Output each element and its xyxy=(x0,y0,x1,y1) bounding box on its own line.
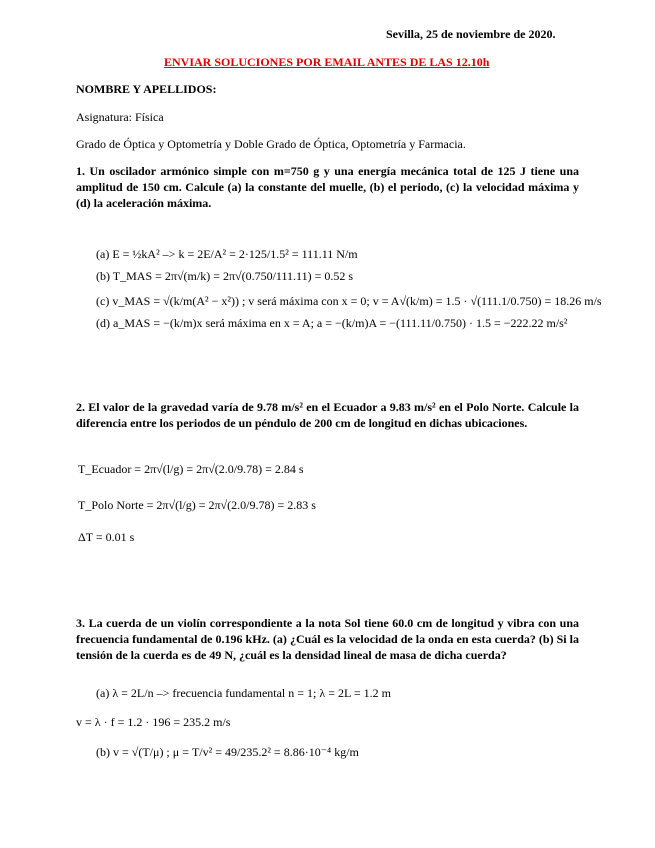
q1-answer-d: (d) a_MAS = −(k/m)x será máxima en x = A; a = −(k/m)A = −(111.11/0.750) · 1.5 = −222.22 m/s² xyxy=(96,316,568,330)
question-3-text: 3. La cuerda de un violín correspondiente a la nota Sol tiene 60.0 cm de longitud y vibra con una frecuencia fundamental de 0.196 kHz. (a) ¿Cuál es la velocidad de la onda en esta cuerda? (b) Si la tensión de la cuerda es de 49 N, ¿cuál es la densidad lineal de masa de dicha cuerda? xyxy=(76,616,579,662)
q1-answer-c: (c) v_MAS = √(k/m(A² − x²)) ; v será máxima con x = 0; v = A√(k/m) = 1.5 · √(111.1/0.750) = 18.26 m/s xyxy=(96,294,602,308)
q3-answer-a: (a) λ = 2L/n –> frecuencia fundamental n = 1; λ = 2L = 1.2 m xyxy=(96,686,391,700)
q2-period-polo-norte: T_Polo Norte = 2π√(l/g) = 2π√(2.0/9.78) = 2.83 s xyxy=(78,498,316,512)
q2-period-difference: ΔT = 0.01 s xyxy=(78,530,135,544)
q3-answer-b: (b) v = √(T/μ) ; μ = T/v² = 49/235.2² = 8.86·10⁻⁴ kg/m xyxy=(96,745,359,759)
subject-line: Asignatura: Física xyxy=(76,110,164,124)
q1-answer-b: (b) T_MAS = 2π√(m/k) = 2π√(0.750/111.11) = 0.52 s xyxy=(96,269,354,283)
q3-wave-speed: v = λ · f = 1.2 · 196 = 235.2 m/s xyxy=(76,715,231,729)
degree-line: Grado de Óptica y Optometría y Doble Grado de Óptica, Optometría y Farmacia. xyxy=(76,137,466,151)
date-line: Sevilla, 25 de noviembre de 2020. xyxy=(386,27,556,41)
q2-period-ecuador: T_Ecuador = 2π√(l/g) = 2π√(2.0/9.78) = 2.84 s xyxy=(78,462,304,476)
q1-answer-a: (a) E = ½kA² –> k = 2E/A² = 2·125/1.5² = 111.11 N/m xyxy=(96,247,358,261)
name-label: NOMBRE Y APELLIDOS: xyxy=(76,82,217,96)
question-2-text: 2. El valor de la gravedad varía de 9.78 m/s² en el Ecuador a 9.83 m/s² en el Polo Norte. Calcule la diferencia entre los periodos de un péndulo de 200 cm de longitud en dichas ubicaciones. xyxy=(76,400,579,430)
submission-notice: ENVIAR SOLUCIONES POR EMAIL ANTES DE LAS 12.10h xyxy=(164,55,490,69)
question-1-text: 1. Un oscilador armónico simple con m=750 g y una energía mecánica total de 125 J tiene una amplitud de 150 cm. Calcule (a) la constante del muelle, (b) el periodo, (c) la velocidad máxima y (d) la aceleración máxima. xyxy=(76,164,579,210)
